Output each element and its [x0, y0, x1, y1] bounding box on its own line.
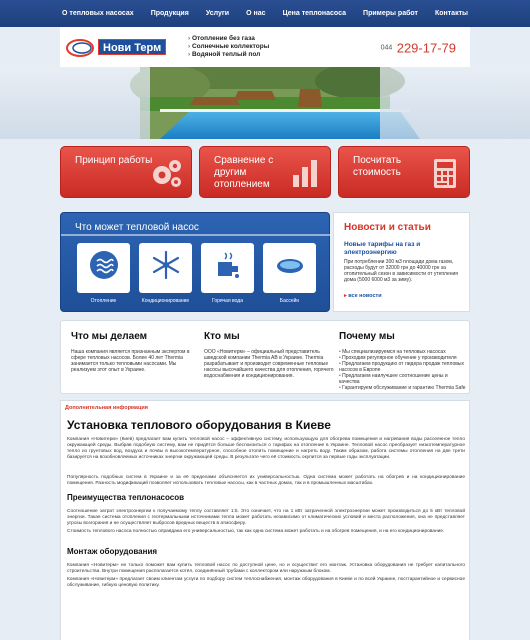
list-item: • Проходим регулярное обучение у производителя	[339, 355, 469, 361]
column-title: Почему мы	[339, 331, 395, 342]
tile-how-it-works[interactable]	[60, 146, 192, 198]
nav-item-examples[interactable]: Примеры работ	[363, 10, 418, 17]
column-text: Наша компания является признанным экспертом в сфере тепловых насосов. Более 40 лет Thermia занимается только тепловыми насосами. Мы реализуем этот опыт в Украине.	[71, 349, 190, 373]
services-title: Что может тепловой насос	[75, 222, 199, 233]
column-title: Кто мы	[204, 331, 240, 342]
article-paragraph: Компания «Новитерм» не только поможет вам купить тепловой насос по доступной цене, но и осуществит его монтаж. Установка оборудования не требует капитального строительства. Внутри помещения располагается котёл, соединённый трубами с коллектором или наружным блоком.	[67, 563, 465, 574]
additional-info-label: Дополнительная информация	[65, 405, 148, 411]
service-label: Кондиционирование	[141, 298, 190, 304]
top-navigation	[0, 0, 530, 27]
nav-item-about-us[interactable]: О нас	[246, 10, 266, 17]
tagline-heating: › Отопление без газа	[188, 35, 269, 43]
nav-list	[62, 0, 468, 27]
news-item-body: При потреблении 300 м3 площади дома газом, расходы будут от 32000 грн до 40000 грн за отопительный сезон в зависимости от утепления дома (5000 6000 м3 за зиму).	[344, 259, 459, 283]
article-subheading: Преимущества теплонасосов	[67, 493, 185, 502]
nav-item-about-heat-pumps[interactable]: О тепловых насосах	[62, 10, 134, 17]
service-label: Бассейн	[279, 298, 300, 304]
nav-item-contacts[interactable]: Контакты	[434, 10, 468, 17]
header-phone	[381, 39, 456, 57]
tile-label: Сравнение с другим отоплением	[214, 155, 274, 190]
site-header	[60, 27, 470, 67]
article-section	[60, 400, 470, 640]
column-text: ООО «Новитерм» – официальный представитель шведской компании Thermia AB в Украине. Thermia разрабатывает и производит современные тепловые насосы высочайшего качества для отопления, горячего водоснабжения и кондиционирования.	[204, 349, 334, 379]
service-label: Отопление	[90, 298, 117, 304]
gears-icon	[149, 155, 185, 191]
feature-tiles	[60, 146, 470, 198]
tile-comparison[interactable]	[199, 146, 331, 198]
phone-code: 044	[380, 44, 393, 52]
logo-text: Нови Терм	[98, 39, 166, 55]
article-paragraph: Стоимость теплового насоса полностью оправдана его универсальностью, так как одна система может работать и на обогрев помещения, и на его кондиционирование.	[67, 529, 445, 534]
phone-number: 229-17-79	[396, 40, 456, 56]
article-title: Установка теплового оборудования в Киеве	[67, 418, 331, 432]
snowflake-icon	[151, 250, 181, 280]
hero-banner	[0, 67, 530, 139]
news-item-title[interactable]: Новые тарифы на газ и электроэнергию	[344, 241, 421, 256]
nav-item-price[interactable]: Цена теплонасоса	[282, 10, 346, 17]
services-divider	[61, 234, 331, 236]
list-item: • Мы специализируемся на тепловых насосах	[339, 349, 469, 355]
news-title: Новости и статьи	[344, 222, 431, 233]
list-item: • Предлагаем продукцию от лидера продаж тепловых насосов в Европе	[339, 361, 469, 373]
calculator-icon	[427, 155, 463, 191]
service-heating[interactable]	[77, 243, 130, 304]
nav-item-services[interactable]: Услуги	[205, 10, 230, 17]
hero-pool-image	[0, 67, 530, 139]
article-paragraph: Соотношение затрат электроэнергии к получаемому теплу составляет 1:5. Это означает, что на 1 кВт затраченной электроэнергии может производиться до 5 кВт тепловой энергии. Такая система отопления с геотермальными источниками тепла может работать независимо от климатических условий и места расположения, она не представляет угрозы возгорания и не осуществляет выбросов вредных веществ в атмосферу.	[67, 509, 465, 526]
service-label: Горячая вода	[211, 298, 244, 304]
article-paragraph: Компания «Новитерм» (Киев) предлагает вам купить тепловой насос – эффективную систему, использующую для обогрева помещения и нагревания воды рассеянное тепло окружающей среды. Выбрав подобную систему, вам не придётся больше беспокоиться о тарифах на отопление в Украине. Тепловой насос преобразует низкотемпературное тепло из грунтовых вод, воздуха и почвы в высокотемпературное, способное отопить помещение и нагреть воду. Таким образом, работа системы отопления на две трети базируется на возобновляемых источниках энергии окружающей среды. В результате чего её стоимость окупится за первые годы эксплуатации.	[67, 437, 465, 460]
tile-calculate-cost[interactable]	[338, 146, 470, 198]
list-item: • Предлагаем наилучшее соотношение цены и качества	[339, 373, 469, 385]
column-title: Что мы делаем	[71, 331, 148, 342]
service-conditioning[interactable]	[139, 243, 192, 304]
pool-icon	[275, 250, 305, 280]
column-why-us	[339, 331, 469, 391]
tagline-solar: › Солнечные коллекторы	[188, 43, 269, 51]
tile-label: Принцип работы	[75, 155, 153, 166]
article-paragraph: Популярность подобных систем в Украине и за её пределами объясняется их универсальностью. Одна система может работать на обогрев и на кондиционирование помещения. Разность модификаций позволяет использовать тепловые насосы, как в частных домах, так и в промышленных масштабах.	[67, 475, 465, 486]
service-hot-water[interactable]	[201, 243, 254, 304]
tagline-floor: › Водяной теплый пол	[188, 51, 269, 59]
bar-chart-icon	[288, 155, 324, 191]
service-pool[interactable]	[263, 243, 316, 304]
why-us-list	[339, 349, 469, 391]
site-logo[interactable]	[66, 36, 186, 60]
header-taglines	[188, 35, 269, 59]
news-panel	[333, 212, 470, 312]
services-panel	[60, 212, 330, 312]
hot-water-icon	[213, 250, 243, 280]
nav-item-products[interactable]: Продукция	[150, 10, 189, 17]
heating-icon	[89, 250, 119, 280]
list-item: • Гарантируем обслуживание и гарантию Thermia Safe	[339, 385, 469, 391]
article-paragraph: Компания «Новитерм» предлагает своим клиентам услуги по подбору систем теплоснабжения, монтаж оборудования в Киеве и по всей Украине, постгарантийное и сервисное обслуживание, гибкую ценовую политику.	[67, 577, 465, 588]
tile-label: Посчитать стоимость	[353, 155, 402, 178]
info-columns	[60, 320, 470, 394]
article-subheading: Монтаж оборудования	[67, 547, 158, 556]
column-who-we-are	[204, 331, 334, 379]
column-what-we-do	[71, 331, 201, 373]
logo-swoosh-icon	[66, 36, 100, 60]
all-news-link[interactable]: ▸ все новости	[344, 293, 382, 299]
